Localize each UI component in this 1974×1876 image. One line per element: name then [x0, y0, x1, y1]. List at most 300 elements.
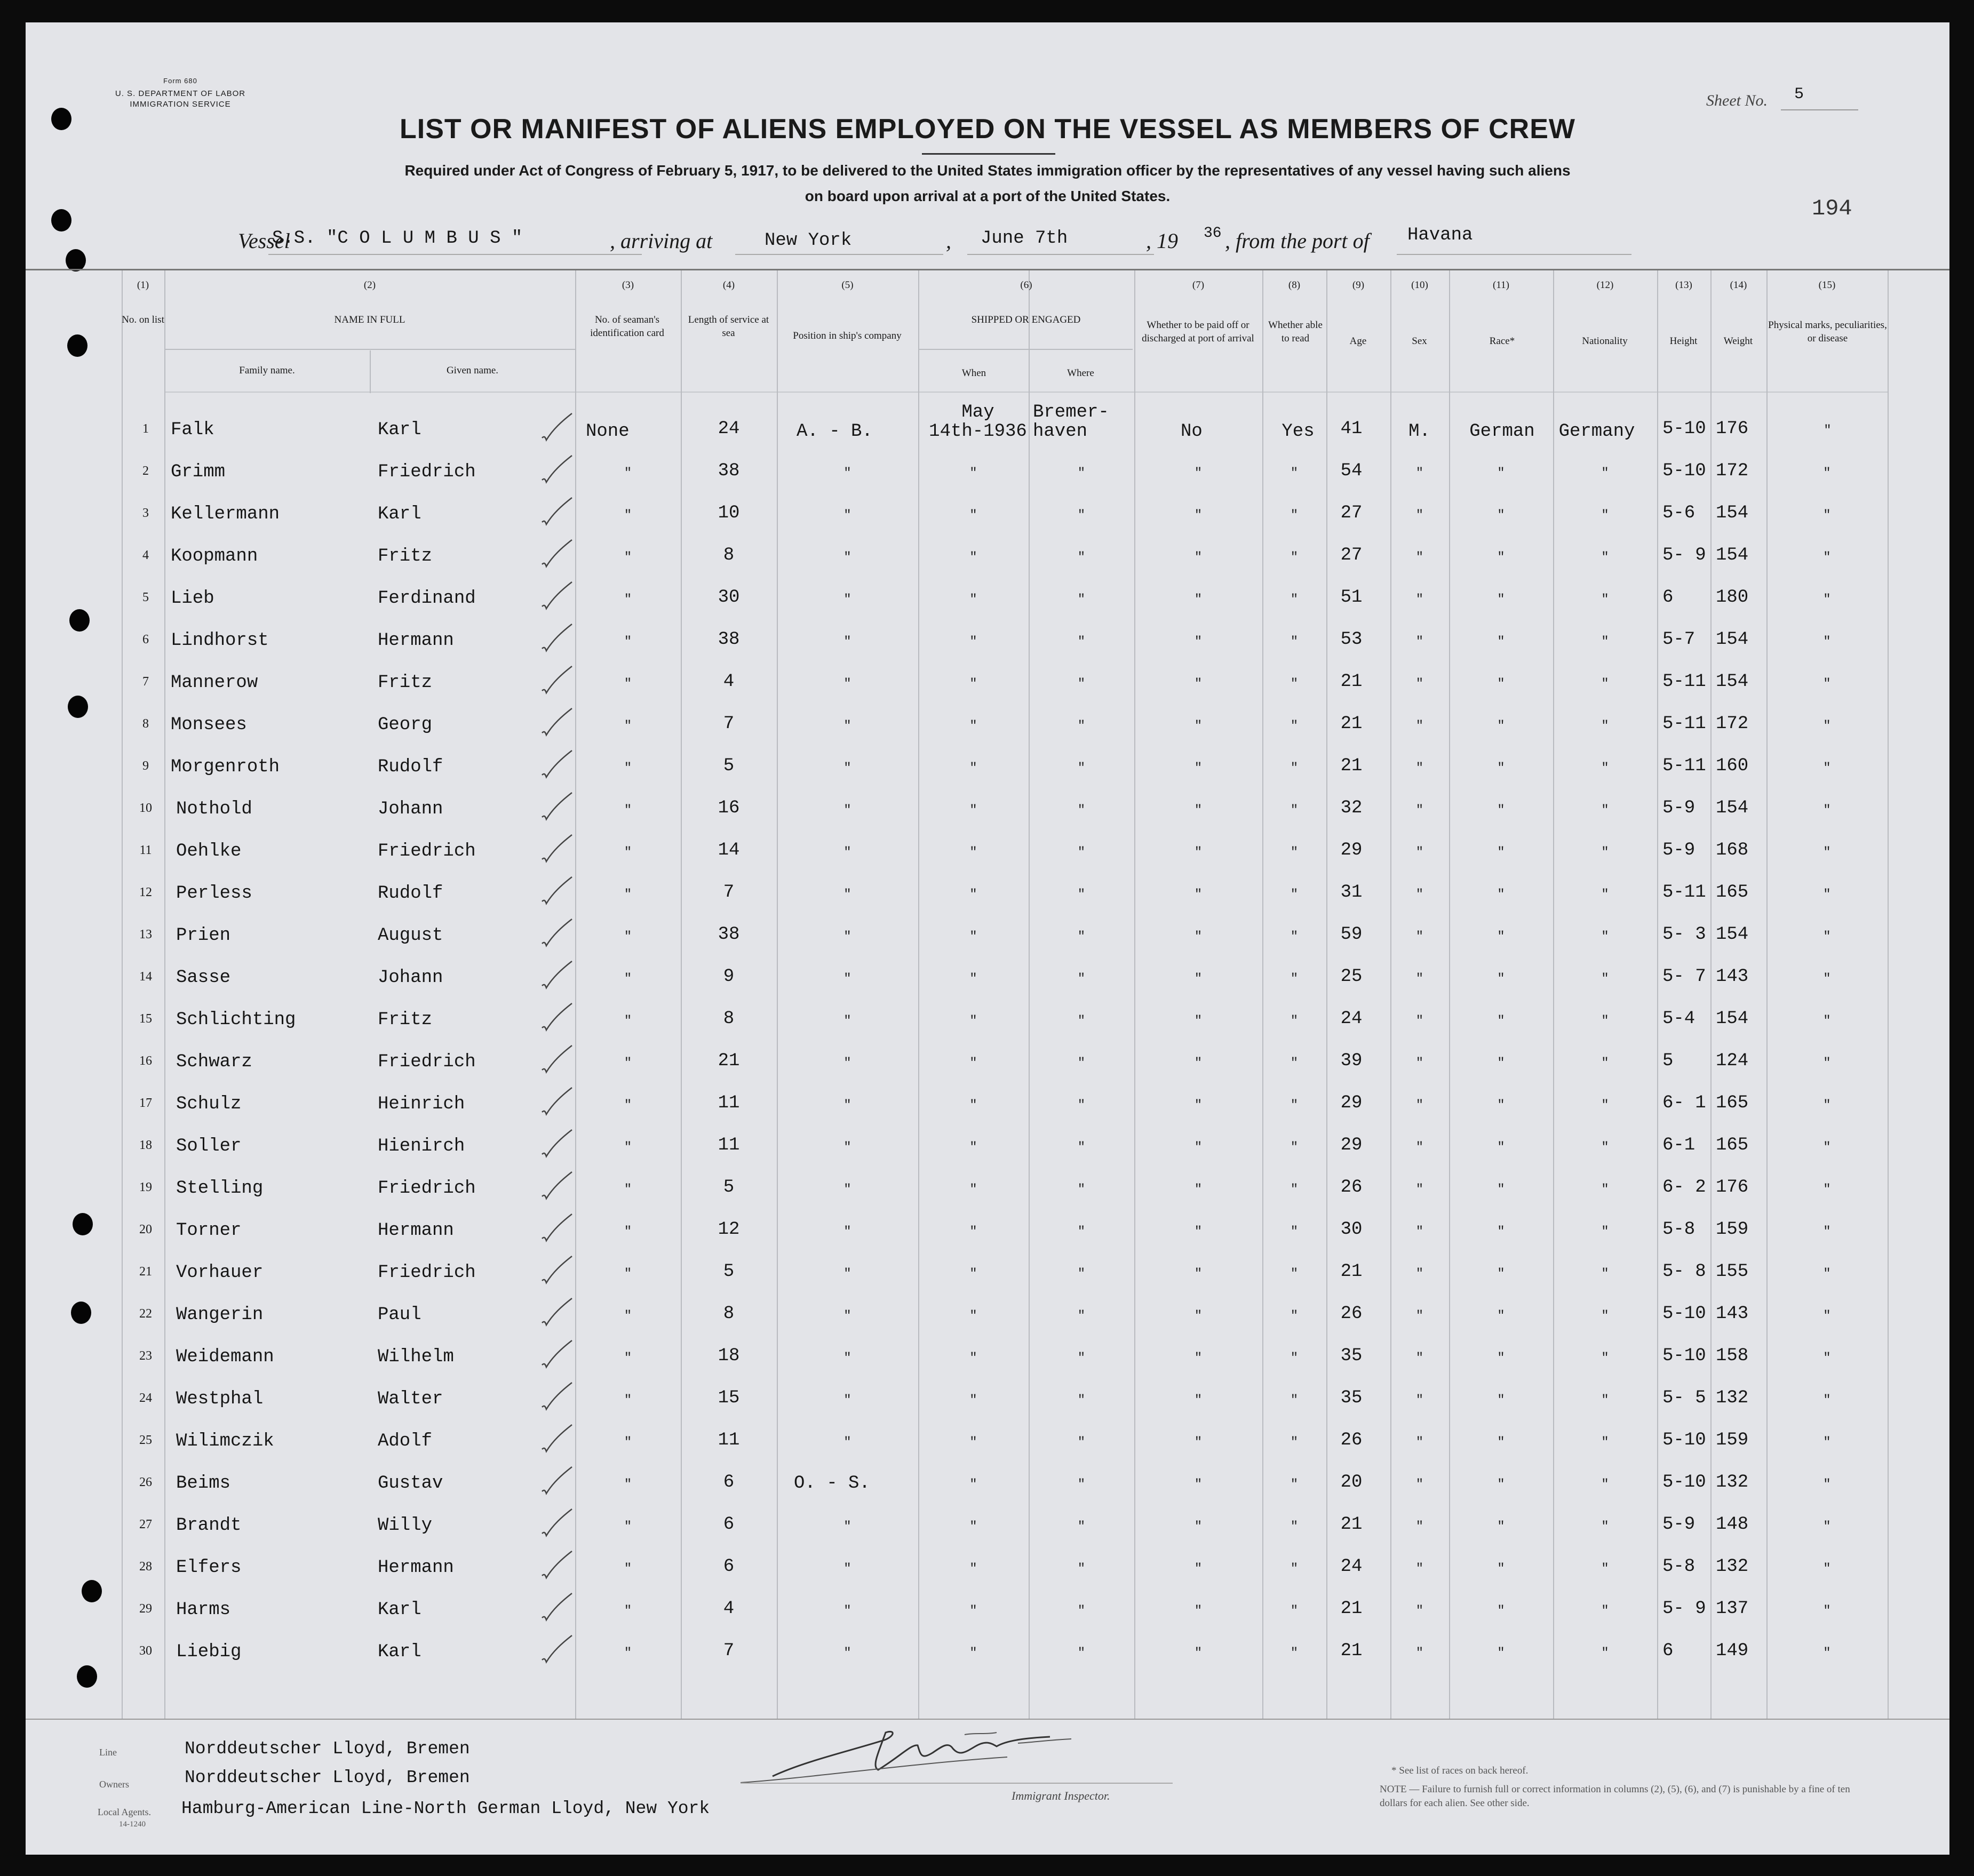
column-rule [1449, 270, 1450, 1719]
weight-value: 172 [1716, 714, 1749, 734]
nationality-ditto: " [1601, 1098, 1609, 1113]
seaman-id-ditto: " [624, 1183, 632, 1197]
row-number: 25 [139, 1433, 152, 1447]
shipped-where-line1: Bremer- [1033, 402, 1109, 422]
height-value: 5-10 [1662, 1472, 1706, 1492]
able-read-ditto: " [1290, 845, 1299, 860]
header-name-in-full: NAME IN FULL [334, 314, 405, 325]
given-name: Friedrich [378, 1263, 476, 1283]
check-mark-icon [537, 1462, 574, 1499]
column-number: (4) [722, 280, 735, 291]
able-read-ditto: " [1290, 1309, 1299, 1323]
given-name: Karl [378, 504, 421, 524]
row-number: 5 [142, 590, 149, 604]
nationality-ditto: " [1601, 930, 1609, 944]
position-ditto: " [843, 1351, 851, 1366]
position-ditto: " [843, 930, 851, 944]
family-name: Weidemann [176, 1347, 274, 1367]
weight-value: 159 [1716, 1430, 1749, 1450]
requirement-line-1: Required under Act of Congress of February 5, 1917, to be delivered to the United States immigration officer by the representatives of any vessel having such aliens [404, 162, 1571, 179]
sex-ditto: " [1415, 1646, 1424, 1661]
punch-hole [73, 1213, 93, 1235]
check-mark-icon [537, 829, 574, 867]
check-mark-icon [537, 408, 574, 445]
where-ditto: " [1077, 1351, 1086, 1366]
header-paid-off: Whether to be paid off or discharged at port of arrival [1142, 320, 1254, 344]
able-read-ditto: " [1290, 761, 1299, 776]
age-value: 59 [1340, 924, 1363, 945]
family-name: Nothold [176, 799, 252, 819]
comma-separator: , [946, 229, 951, 253]
position-ditto: " [843, 1267, 851, 1281]
seaman-id-ditto: " [624, 1478, 632, 1492]
length-of-service: 38 [718, 924, 740, 945]
length-of-service: 9 [723, 967, 735, 987]
given-name: Friedrich [378, 462, 476, 482]
sex-ditto: " [1415, 1393, 1424, 1408]
paid-off-ditto: " [1194, 677, 1203, 691]
row-number: 3 [142, 506, 149, 520]
origin-port: Havana [1407, 225, 1473, 245]
race-ditto: " [1497, 1267, 1505, 1281]
physical-ditto: " [1823, 508, 1831, 523]
able-read-ditto: " [1290, 719, 1299, 733]
family-name: Lieb [171, 588, 214, 609]
check-mark-icon [537, 1167, 574, 1204]
height-value: 5-10 [1662, 461, 1706, 481]
length-of-service: 4 [723, 672, 735, 692]
seaman-id-ditto: " [624, 1393, 632, 1408]
row-number: 1 [142, 422, 149, 436]
manifest-sheet [26, 22, 1949, 1855]
age-value: 54 [1340, 461, 1363, 481]
physical-ditto: " [1823, 1478, 1831, 1492]
when-ditto: " [969, 930, 977, 944]
nationality-ditto: " [1601, 1309, 1609, 1323]
height-value: 5- 9 [1662, 545, 1706, 565]
seaman-id-ditto: " [624, 888, 632, 902]
when-ditto: " [969, 1646, 977, 1661]
family-name: Elfers [176, 1558, 242, 1578]
race-ditto: " [1497, 1056, 1505, 1071]
family-name: Brandt [176, 1515, 242, 1536]
family-name: Soller [176, 1136, 242, 1156]
length-of-service: 12 [718, 1219, 740, 1240]
height-value: 5-11 [1662, 714, 1706, 734]
row-number: 13 [139, 928, 152, 941]
vessel-name: S.S. "C O L U M B U S " [272, 228, 523, 249]
when-ditto: " [969, 1520, 977, 1534]
where-ditto: " [1077, 550, 1086, 565]
weight-value: 172 [1716, 461, 1749, 481]
nationality-ditto: " [1601, 508, 1609, 523]
row-number: 7 [142, 675, 149, 689]
physical-ditto: " [1823, 1225, 1831, 1239]
when-ditto: " [969, 1056, 977, 1071]
able-read-ditto: " [1290, 550, 1299, 565]
length-of-service: 7 [723, 882, 735, 903]
length-of-service: 6 [723, 1556, 735, 1577]
sex-ditto: " [1415, 1014, 1424, 1028]
race-ditto: " [1497, 1520, 1505, 1534]
length-of-service: 24 [718, 419, 740, 439]
age-value: 31 [1340, 882, 1363, 903]
paid-off-ditto: " [1194, 1351, 1203, 1366]
column-number: (15) [1818, 280, 1836, 291]
family-name: Wilimczik [176, 1431, 274, 1451]
given-name: August [378, 925, 443, 946]
when-ditto: " [969, 1309, 977, 1323]
physical-ditto: " [1823, 1393, 1831, 1408]
length-of-service: 21 [718, 1051, 740, 1071]
paid-off-ditto: " [1194, 1267, 1203, 1281]
column-number: (7) [1192, 280, 1205, 291]
paid-off-ditto: " [1194, 550, 1203, 565]
weight-value: 132 [1716, 1388, 1749, 1408]
agents-label: Local Agents. [98, 1807, 151, 1817]
position-value: A. - B. [797, 421, 873, 442]
page-number: 194 [1812, 196, 1852, 221]
column-number: (8) [1288, 280, 1301, 291]
weight-value: 165 [1716, 1093, 1749, 1113]
vessel-label: Vessel [238, 229, 290, 253]
row-number: 17 [139, 1096, 152, 1110]
age-value: 27 [1340, 545, 1363, 565]
family-name: Wangerin [176, 1305, 264, 1325]
header-length-service: Length of service at sea [688, 314, 769, 339]
age-value: 21 [1340, 756, 1363, 776]
position-ditto: " [843, 1646, 851, 1661]
nationality-ditto: " [1601, 550, 1609, 565]
position-ditto: " [843, 1014, 851, 1028]
physical-ditto: " [1823, 1140, 1831, 1155]
family-name: Beims [176, 1473, 231, 1494]
physical-ditto: " [1823, 1183, 1831, 1197]
family-name: Grimm [171, 462, 226, 482]
physical-ditto: " [1823, 593, 1831, 607]
given-name: Walter [378, 1389, 443, 1409]
age-value: 20 [1340, 1472, 1363, 1492]
seaman-id-value: None [586, 421, 630, 442]
physical-ditto: " [1823, 1604, 1831, 1618]
seaman-id-ditto: " [624, 1435, 632, 1450]
nationality-ditto: " [1601, 972, 1609, 986]
position-ditto: " [843, 1604, 851, 1618]
paid-off-ditto: " [1194, 845, 1203, 860]
header-no-on-list: No. on list [122, 314, 164, 325]
check-mark-icon [537, 1588, 574, 1625]
seaman-id-ditto: " [624, 593, 632, 607]
where-ditto: " [1077, 1393, 1086, 1408]
physical-ditto: " [1823, 888, 1831, 902]
when-ditto: " [969, 1393, 977, 1408]
given-name: Karl [378, 1600, 421, 1620]
position-ditto: " [843, 1098, 851, 1113]
given-name: Johann [378, 968, 443, 988]
row-number: 19 [139, 1180, 152, 1194]
where-ditto: " [1077, 930, 1086, 944]
physical-marks-value: " [1824, 424, 1832, 438]
sex-ditto: " [1415, 719, 1424, 733]
nationality-ditto: " [1601, 1014, 1609, 1028]
weight-value: 143 [1716, 967, 1749, 987]
column-rule [777, 270, 778, 1719]
where-ditto: " [1077, 1140, 1086, 1155]
punch-hole [68, 696, 88, 718]
table-top-border [26, 269, 1949, 270]
when-ditto: " [969, 635, 977, 649]
nationality-ditto: " [1601, 635, 1609, 649]
position-ditto: " [843, 1225, 851, 1239]
height-value: 5- 7 [1662, 967, 1706, 987]
column-rule [918, 270, 919, 1719]
given-name: Karl [378, 420, 421, 440]
header-seaman-id: No. of seaman's identification card [590, 314, 664, 339]
sex-ditto: " [1415, 550, 1424, 565]
paid-off-ditto: " [1194, 1646, 1203, 1661]
shipped-where-line2: haven [1033, 421, 1088, 442]
where-ditto: " [1077, 508, 1086, 523]
able-read-ditto: " [1290, 593, 1299, 607]
race-ditto: " [1497, 1351, 1505, 1366]
weight-value: 155 [1716, 1262, 1749, 1282]
check-mark-icon [537, 998, 574, 1035]
seaman-id-ditto: " [624, 1056, 632, 1071]
length-of-service: 16 [718, 798, 740, 818]
race-ditto: " [1497, 1225, 1505, 1239]
physical-ditto: " [1823, 1267, 1831, 1281]
given-name: Johann [378, 799, 443, 819]
seaman-id-ditto: " [624, 1267, 632, 1281]
weight-value: 154 [1716, 798, 1749, 818]
column-rule [1390, 270, 1391, 1719]
able-read-ditto: " [1290, 1520, 1299, 1534]
height-value: 5-7 [1662, 629, 1696, 650]
weight-value: 176 [1716, 419, 1749, 439]
where-ditto: " [1077, 888, 1086, 902]
check-mark-icon [537, 577, 574, 614]
paid-off-ditto: " [1194, 1056, 1203, 1071]
header-when: When [961, 368, 986, 379]
able-read-ditto: " [1290, 803, 1299, 818]
where-ditto: " [1077, 719, 1086, 733]
able-read-ditto: " [1290, 1393, 1299, 1408]
age-value: 53 [1340, 629, 1363, 650]
column-number: (3) [622, 280, 634, 291]
sex-ditto: " [1415, 593, 1424, 607]
row-number: 10 [139, 801, 152, 815]
row-number: 9 [142, 759, 149, 773]
given-name: Wilhelm [378, 1347, 454, 1367]
seaman-id-ditto: " [624, 635, 632, 649]
position-ditto: " [843, 972, 851, 986]
when-ditto: " [969, 677, 977, 691]
race-ditto: " [1497, 845, 1505, 860]
able-read-ditto: " [1290, 930, 1299, 944]
position-ditto: " [843, 635, 851, 649]
race-ditto: " [1497, 1098, 1505, 1113]
race-ditto: " [1497, 1562, 1505, 1576]
weight-value: 132 [1716, 1556, 1749, 1577]
able-read-ditto: " [1290, 1604, 1299, 1618]
height-value: 5-4 [1662, 1009, 1696, 1029]
paid-off-ditto: " [1194, 635, 1203, 649]
physical-ditto: " [1823, 972, 1831, 986]
family-name: Liebig [176, 1642, 242, 1662]
race-ditto: " [1497, 1183, 1505, 1197]
column-rule [1888, 270, 1889, 1719]
race-ditto: " [1497, 761, 1505, 776]
sex-ditto: " [1415, 1351, 1424, 1366]
physical-ditto: " [1823, 1562, 1831, 1576]
position-ditto: " [843, 719, 851, 733]
height-value: 6 [1662, 1641, 1674, 1661]
row-number: 15 [139, 1012, 152, 1026]
where-ditto: " [1077, 761, 1086, 776]
column-rule [1134, 270, 1135, 1719]
seaman-id-ditto: " [624, 466, 632, 481]
nationality-ditto: " [1601, 1604, 1609, 1618]
family-name: Schwarz [176, 1052, 252, 1072]
nationality-ditto: " [1601, 803, 1609, 818]
height-value: 6- 1 [1662, 1093, 1706, 1113]
family-name: Monsees [171, 715, 247, 735]
when-ditto: " [969, 845, 977, 860]
able-read-ditto: " [1290, 888, 1299, 902]
race-ditto: " [1497, 635, 1505, 649]
height-value: 5-10 [1662, 419, 1706, 439]
family-name: Prien [176, 925, 231, 946]
punch-hole [77, 1665, 97, 1688]
paid-off-ditto: " [1194, 1014, 1203, 1028]
physical-ditto: " [1823, 845, 1831, 860]
age-value: 51 [1340, 587, 1363, 608]
seaman-id-ditto: " [624, 803, 632, 818]
able-read-ditto: " [1290, 1646, 1299, 1661]
position-ditto: " [843, 761, 851, 776]
nationality-ditto: " [1601, 1140, 1609, 1155]
given-name: Paul [378, 1305, 421, 1325]
check-mark-icon [537, 1124, 574, 1162]
able-read-ditto: " [1290, 1225, 1299, 1239]
age-value: 26 [1340, 1177, 1363, 1198]
given-name: Georg [378, 715, 433, 735]
nationality-ditto: " [1601, 845, 1609, 860]
age-value: 32 [1340, 798, 1363, 818]
where-ditto: " [1077, 1056, 1086, 1071]
nationality-ditto: " [1601, 677, 1609, 691]
position-ditto: " [843, 845, 851, 860]
check-mark-icon [537, 1251, 574, 1288]
family-name: Stelling [176, 1178, 264, 1199]
physical-ditto: " [1823, 1098, 1831, 1113]
seaman-id-ditto: " [624, 1140, 632, 1155]
height-value: 5-6 [1662, 503, 1696, 523]
row-number: 27 [139, 1518, 152, 1531]
physical-ditto: " [1823, 550, 1831, 565]
nationality-ditto: " [1601, 1478, 1609, 1492]
sex-ditto: " [1415, 1520, 1424, 1534]
able-read-ditto: " [1290, 1098, 1299, 1113]
height-value: 5- 3 [1662, 924, 1706, 945]
when-ditto: " [969, 761, 977, 776]
paid-off-ditto: " [1194, 1520, 1203, 1534]
nationality-ditto: " [1601, 1393, 1609, 1408]
nationality-value: Germany [1558, 421, 1635, 442]
sex-ditto: " [1415, 1183, 1424, 1197]
physical-ditto: " [1823, 1309, 1831, 1323]
able-read-ditto: " [1290, 1056, 1299, 1071]
position-ditto: " [843, 677, 851, 691]
check-mark-icon [537, 450, 574, 488]
race-ditto: " [1497, 888, 1505, 902]
where-ditto: " [1077, 1435, 1086, 1450]
page-title: LIST OR MANIFEST OF ALIENS EMPLOYED ON THE VESSEL AS MEMBERS OF CREW [400, 114, 1575, 145]
age-value: 41 [1340, 419, 1363, 439]
given-name: Heinrich [378, 1094, 465, 1114]
length-of-service: 11 [718, 1093, 740, 1113]
height-value: 5-11 [1662, 756, 1706, 776]
weight-value: 165 [1716, 882, 1749, 903]
check-mark-icon [537, 1377, 574, 1415]
check-mark-icon [537, 956, 574, 993]
sex-ditto: " [1415, 972, 1424, 986]
header-able-to-read: Whether able to read [1268, 320, 1323, 344]
paid-off-ditto: " [1194, 1309, 1203, 1323]
when-ditto: " [969, 1435, 977, 1450]
age-value: 21 [1340, 1262, 1363, 1282]
check-mark-icon [537, 1335, 574, 1372]
height-value: 5-11 [1662, 672, 1706, 692]
length-of-service: 5 [723, 1262, 735, 1282]
paid-off-ditto: " [1194, 1393, 1203, 1408]
paid-off-ditto: " [1194, 1604, 1203, 1618]
able-read-ditto: " [1290, 677, 1299, 691]
sex-ditto: " [1415, 1056, 1424, 1071]
race-ditto: " [1497, 677, 1505, 691]
check-mark-icon [537, 619, 574, 656]
punch-hole [66, 249, 86, 272]
header-shipped-engaged: SHIPPED OR ENGAGED [971, 314, 1081, 325]
nationality-ditto: " [1601, 1225, 1609, 1239]
sex-ditto: " [1415, 761, 1424, 776]
weight-value: 168 [1716, 840, 1749, 860]
family-name: Schulz [176, 1094, 242, 1114]
given-name: Fritz [378, 546, 433, 566]
family-name: Oehlke [176, 841, 242, 861]
given-name: Hermann [378, 1220, 454, 1241]
check-mark-icon [537, 1082, 574, 1120]
punch-hole [82, 1580, 102, 1602]
height-value: 5-11 [1662, 882, 1706, 903]
when-ditto: " [969, 1183, 977, 1197]
paid-off-ditto: " [1194, 1140, 1203, 1155]
where-ditto: " [1077, 1098, 1086, 1113]
seaman-id-ditto: " [624, 761, 632, 776]
inspector-label: Immigrant Inspector. [1012, 1789, 1110, 1802]
column-number: (12) [1596, 280, 1614, 291]
weight-value: 154 [1716, 1009, 1749, 1029]
header-age: Age [1349, 336, 1367, 347]
seaman-id-ditto: " [624, 1520, 632, 1534]
inspector-signature [709, 1719, 1114, 1788]
when-ditto: " [969, 1351, 977, 1366]
given-name: Karl [378, 1642, 421, 1662]
weight-value: 176 [1716, 1177, 1749, 1198]
weight-value: 124 [1716, 1051, 1749, 1071]
year-prefix: , 19 [1146, 229, 1178, 253]
column-number: (6) [1020, 280, 1032, 291]
